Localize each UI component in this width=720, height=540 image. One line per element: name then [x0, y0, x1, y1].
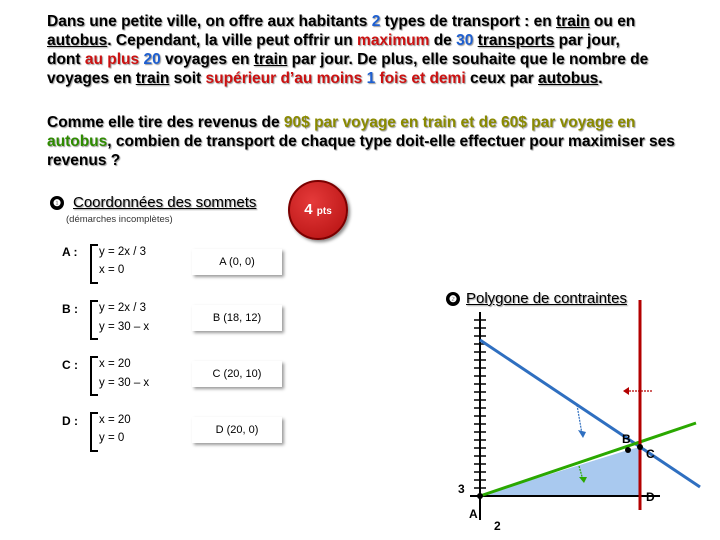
number-30: 30: [456, 32, 474, 49]
text: en: [617, 13, 636, 30]
text: , combien de transport de chaque type doit-elle effectuer pour maximiser ses revenus ?: [47, 133, 675, 169]
graph-label-b: B: [622, 432, 631, 446]
number-2: 2: [371, 13, 381, 30]
vertex-d-label: D :: [62, 414, 78, 428]
word-autobus: autobus: [47, 133, 108, 150]
text: par jour,: [554, 32, 620, 49]
vertex-a-eq1: y = 2x / 3: [99, 246, 146, 258]
graph-label-c: C: [646, 447, 655, 461]
vertex-a-eq2: x = 0: [99, 264, 125, 276]
text: ou: [589, 13, 618, 30]
bullet-1-icon: ❶: [50, 196, 64, 210]
vertex-c-point: [637, 444, 643, 450]
arrow-left-red-icon: [623, 387, 652, 395]
section-1-title: Coordonnées des sommets: [73, 194, 257, 211]
revenue-text: 90$ par voyage en train et de 60$ par voyage en: [283, 114, 636, 131]
points-unit: pts: [316, 206, 332, 217]
word-maximum: maximum: [357, 32, 430, 49]
vertex-d-eq1: x = 20: [99, 414, 131, 426]
vertex-b-label: B :: [62, 302, 78, 316]
vertex-c-eq1: x = 20: [99, 358, 131, 370]
vertex-c-result: C (20, 10): [192, 361, 282, 387]
text: soit: [169, 70, 206, 87]
number-1: 1: [366, 70, 376, 87]
graph-label-d: D: [646, 490, 655, 504]
section-2-title: Polygone de contraintes: [466, 290, 627, 307]
vertex-b-eq1: y = 2x / 3: [99, 302, 146, 314]
word-train: train: [556, 13, 590, 30]
word-train: train: [253, 51, 288, 68]
word-au-plus: au plus: [84, 51, 140, 68]
bullet-2-icon: ❷: [446, 292, 460, 306]
number-20: 20: [143, 51, 161, 68]
vertex-d-result: D (20, 0): [192, 417, 282, 443]
text: dont: [47, 51, 85, 68]
graph-label-a: A: [469, 507, 478, 521]
text: . Cependant, la ville peut offrir un: [107, 32, 358, 49]
vertex-a-label: A :: [62, 245, 78, 259]
word-superieur: supérieur d’au moins: [205, 70, 367, 87]
word-autobus: autobus: [538, 70, 599, 87]
text: voyages en: [160, 51, 254, 68]
vertex-c-label: C :: [62, 358, 78, 372]
word-transports: transports: [477, 32, 555, 49]
vertex-b-result: B (18, 12): [192, 305, 282, 331]
word-train: train: [135, 70, 170, 87]
vertex-b-point: [625, 447, 631, 453]
text: .: [598, 70, 603, 87]
vertex-a-result: A (0, 0): [192, 249, 282, 275]
word-fois-et-demi: fois et demi: [375, 70, 466, 87]
text: types de transport : en: [380, 13, 557, 30]
text: de: [429, 32, 457, 49]
section-1-subtitle: (démarches incomplètes): [66, 214, 173, 225]
y-axis-scale-label: 3: [458, 482, 465, 496]
text: par jour. De plus, elle souhaite que le nombre de voyages en: [47, 51, 649, 87]
points-value: 4: [304, 201, 313, 218]
word-autobus: autobus: [47, 32, 108, 49]
text: Comme elle tire des revenus de: [47, 114, 284, 131]
text: ceux par: [465, 70, 539, 87]
vertex-b-eq2: y = 30 – x: [99, 321, 150, 333]
vertex-c-eq2: y = 30 – x: [99, 377, 150, 389]
x-axis-scale-label: 2: [494, 519, 501, 533]
vertex-d-eq2: y = 0: [99, 432, 125, 444]
vertex-a-point: [477, 493, 483, 499]
text: Dans une petite ville, on offre aux habitants: [47, 13, 372, 30]
